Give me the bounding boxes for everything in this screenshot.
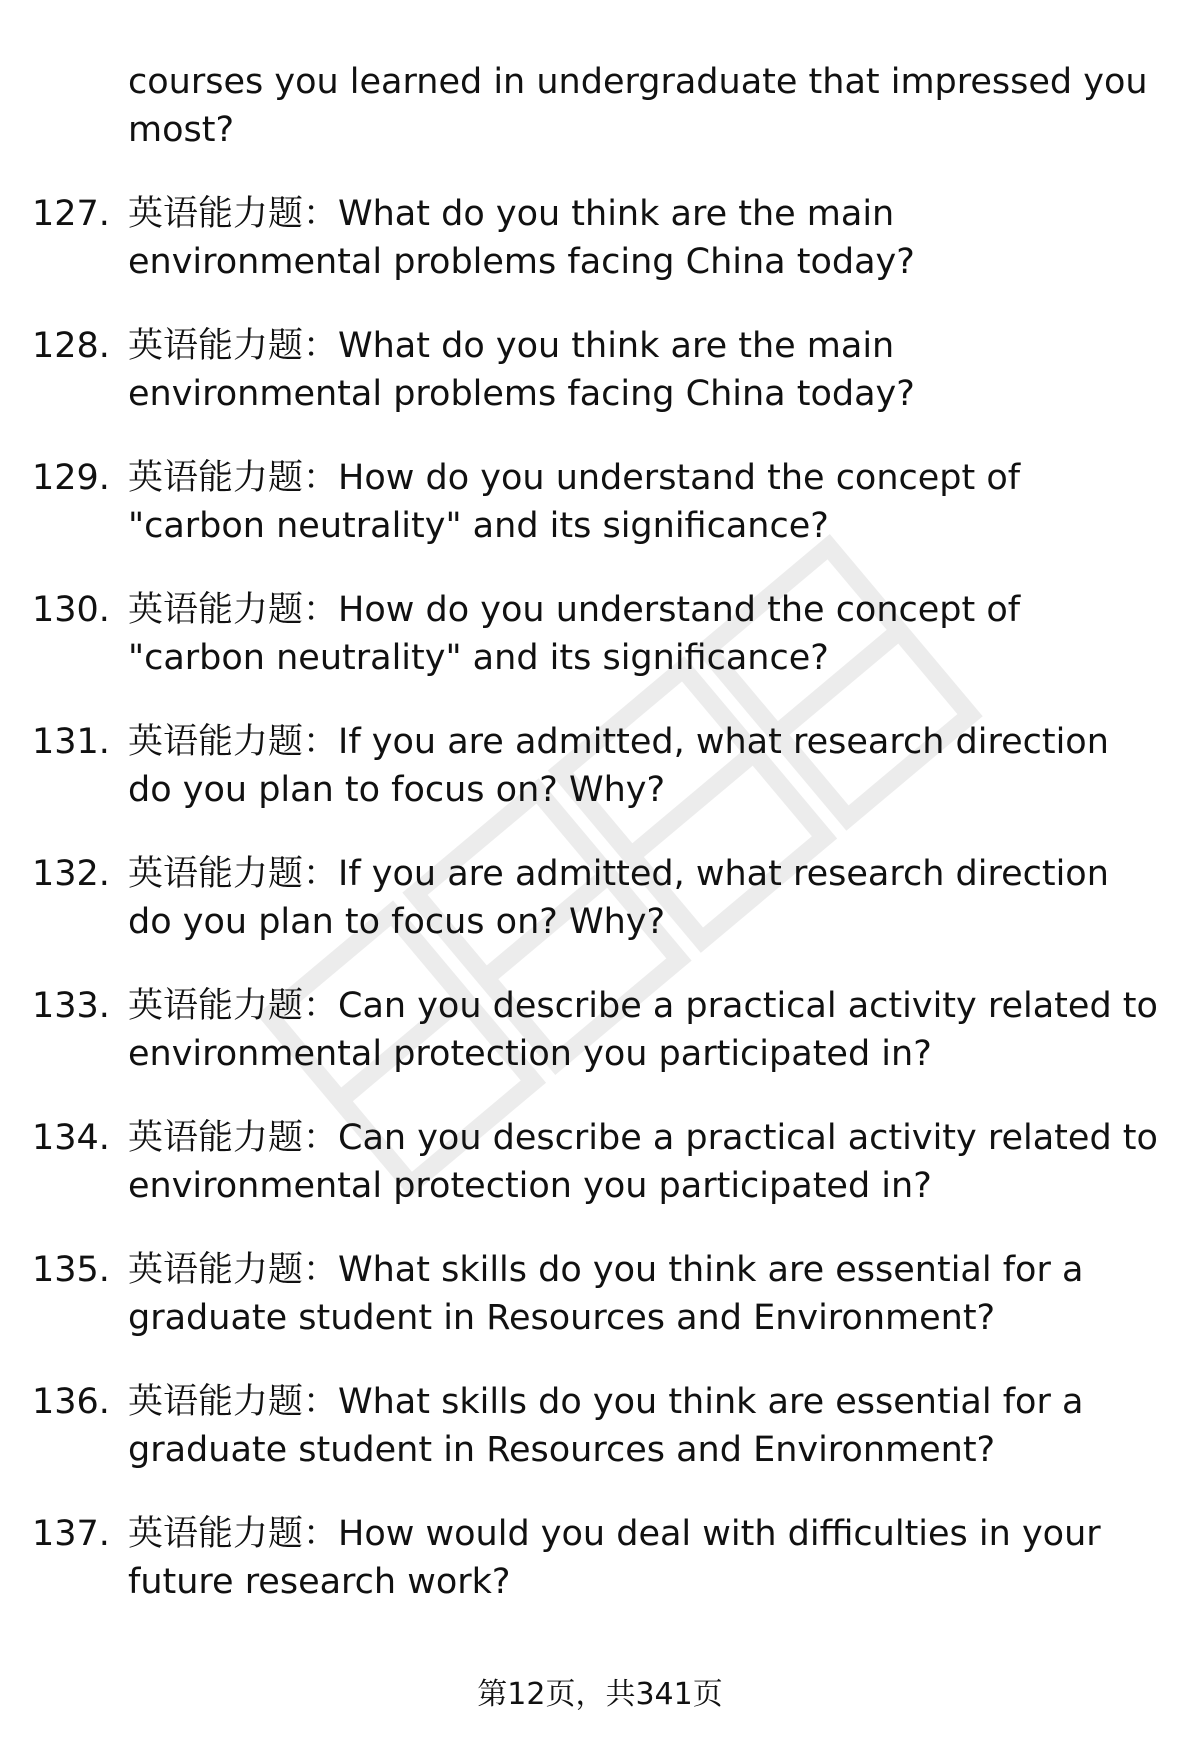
question-prefix: 英语能力题： [128,590,339,630]
question-number: 128. [32,326,110,366]
question-content: Can you describe a practical activity related to environmental protection you participated in? [128,986,1158,1074]
list-item [0,718,1200,850]
question-number: 137. [32,1514,110,1554]
question-prefix: 英语能力题： [128,194,339,234]
question-text [128,454,1158,550]
list-item [0,586,1200,718]
list-item [0,190,1200,322]
question-content: What skills do you think are essential for a graduate student in Resources and Environment? [128,1382,1084,1470]
question-content: If you are admitted, what research direction do you plan to focus on? Why? [128,854,1109,942]
list-item [0,1378,1200,1510]
question-text [128,850,1158,946]
question-prefix: 英语能力题： [128,458,339,498]
question-text [128,190,1158,286]
list-item [0,850,1200,982]
question-prefix: 英语能力题： [128,1514,339,1554]
question-content: What skills do you think are essential for a graduate student in Resources and Environment? [128,1250,1084,1338]
question-number: 132. [32,854,110,894]
question-text [128,1114,1158,1210]
question-text [128,322,1158,418]
list-item [0,1510,1200,1642]
question-content: How would you deal with difficulties in your future research work? [128,1514,1101,1602]
question-prefix: 英语能力题： [128,1118,339,1158]
question-content: How do you understand the concept of "carbon neutrality" and its significance? [128,590,1021,678]
question-prefix: 英语能力题： [128,1250,339,1290]
question-content: What do you think are the main environmental problems facing China today? [128,194,915,282]
question-number: 130. [32,590,110,630]
question-prefix: 英语能力题： [128,854,339,894]
question-content: What do you think are the main environmental problems facing China today? [128,326,915,414]
question-prefix: 英语能力题： [128,722,339,762]
question-text [128,718,1158,814]
question-number: 133. [32,986,110,1026]
list-item [0,1246,1200,1378]
question-prefix: 英语能力题： [128,986,339,1026]
continuation-text: courses you learned in undergraduate that impressed you most? [128,62,1148,150]
question-number: 135. [32,1250,110,1290]
question-text [128,1378,1158,1474]
question-number: 134. [32,1118,110,1158]
question-prefix: 英语能力题： [128,326,339,366]
question-text [128,982,1158,1078]
question-text [128,586,1158,682]
question-text [128,1510,1158,1606]
question-content: Can you describe a practical activity related to environmental protection you participated in? [128,1118,1158,1206]
question-text [128,1246,1158,1342]
question-number: 129. [32,458,110,498]
question-number: 136. [32,1382,110,1422]
list-item [0,454,1200,586]
question-list [0,190,1200,1642]
list-item [0,322,1200,454]
question-content: If you are admitted, what research direction do you plan to focus on? Why? [128,722,1109,810]
question-number: 127. [32,194,110,234]
question-number: 131. [32,722,110,762]
page-footer: 第12页，共341页 [477,1677,723,1712]
list-item [0,1114,1200,1246]
list-item [0,982,1200,1114]
question-prefix: 英语能力题： [128,1382,339,1422]
question-content: How do you understand the concept of "carbon neutrality" and its significance? [128,458,1021,546]
